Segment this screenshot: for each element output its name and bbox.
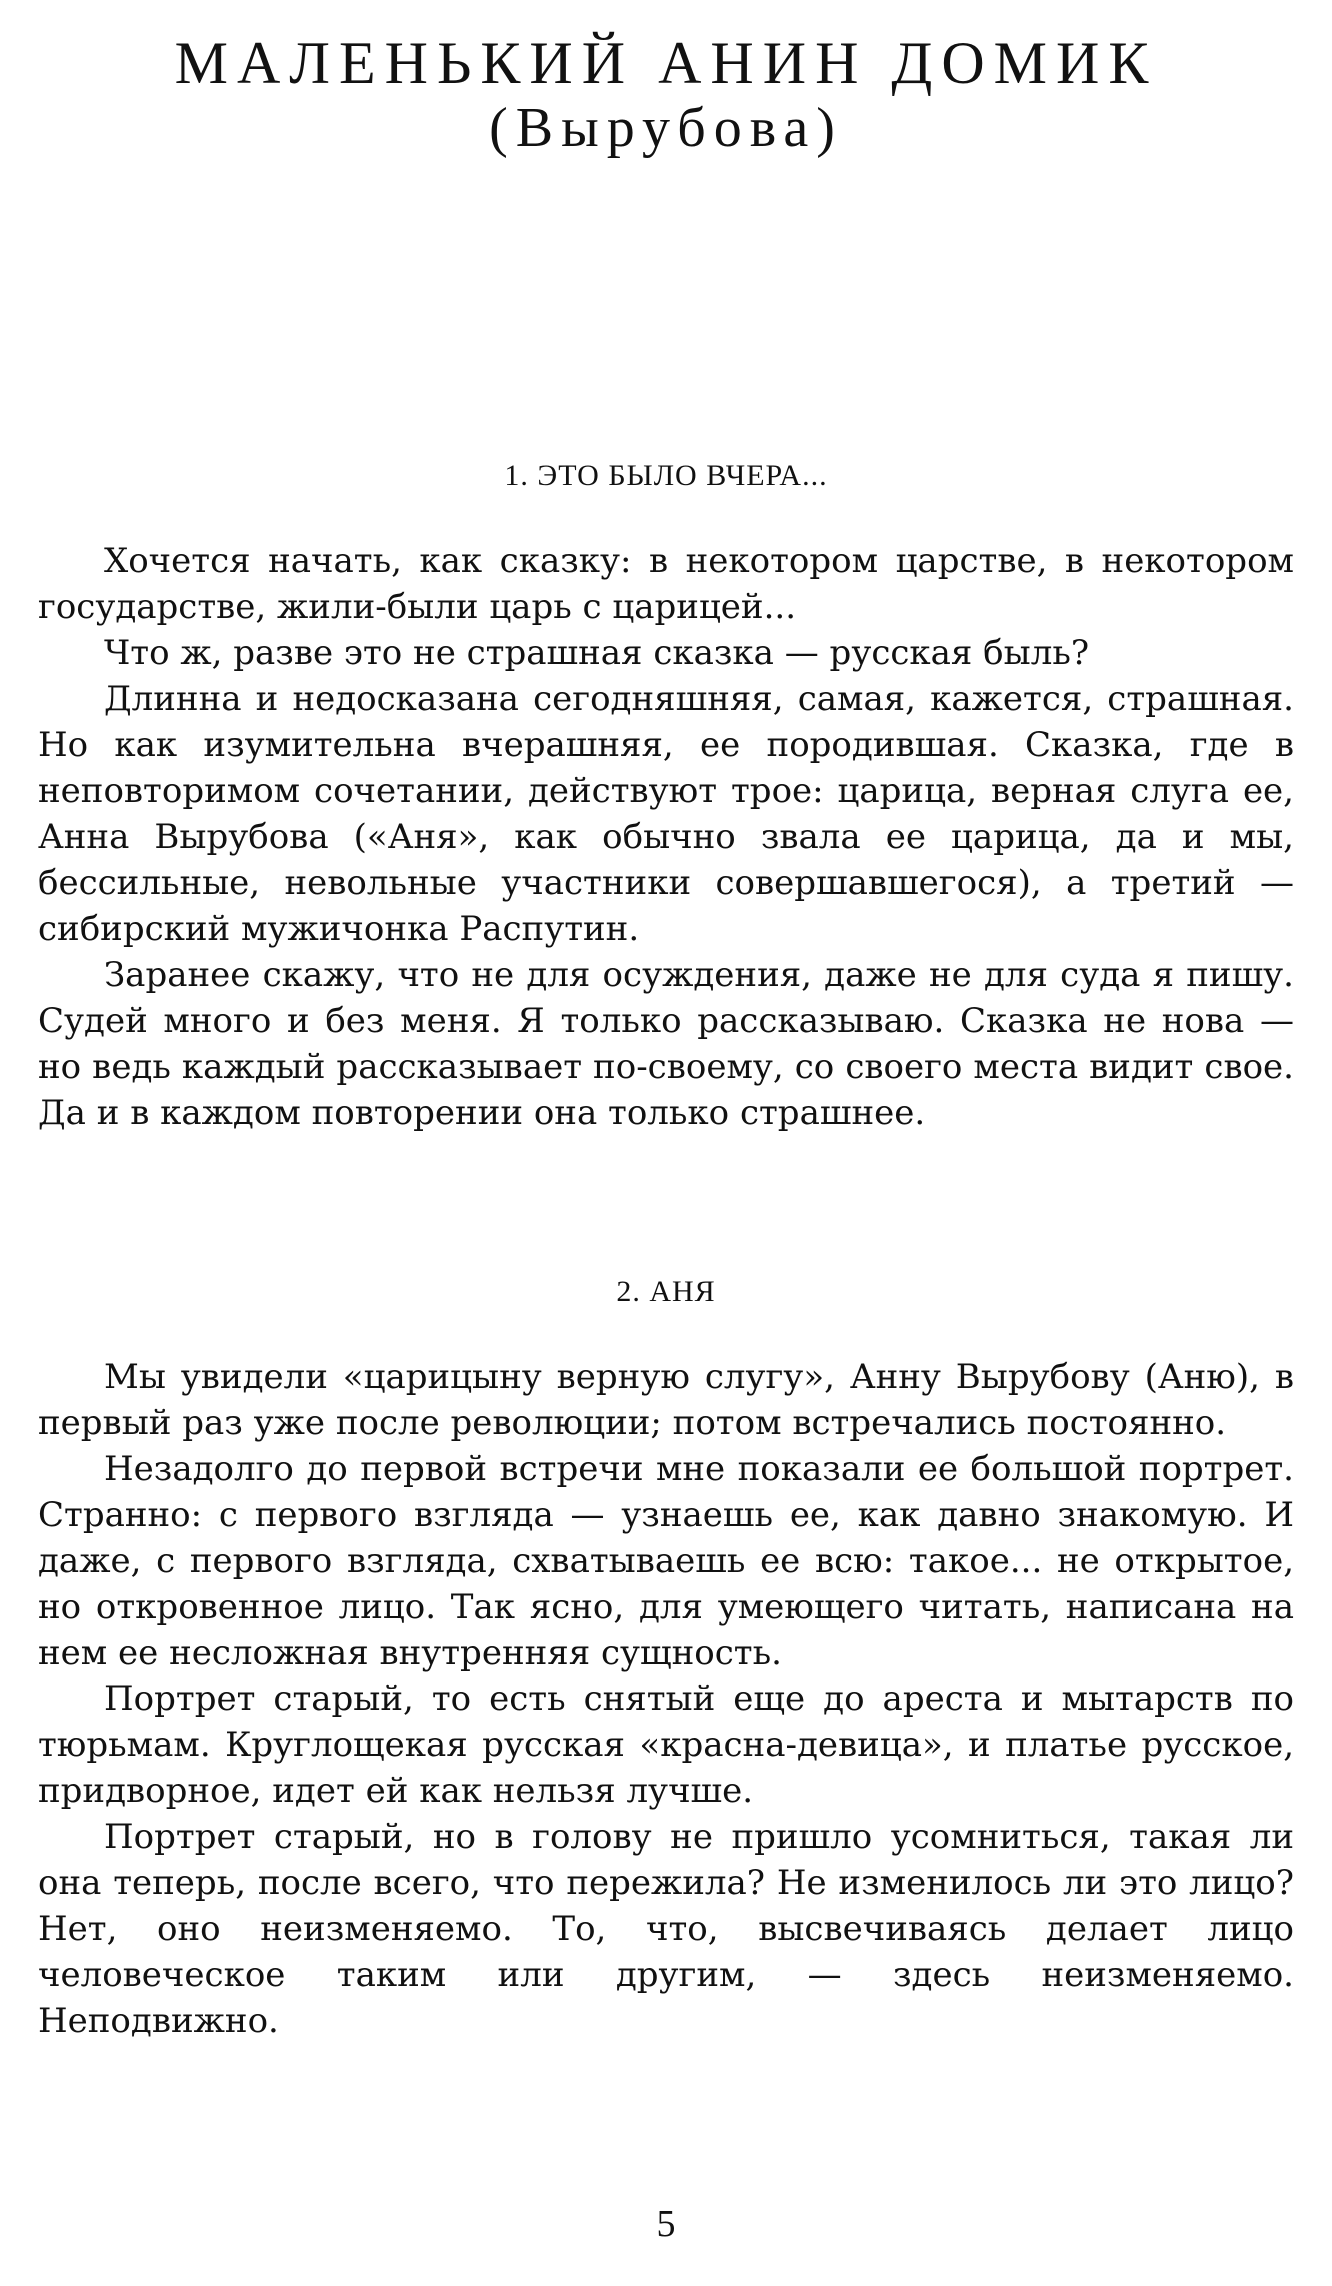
chapter-subtitle: (Вырубова) <box>489 97 843 159</box>
section-heading-2: 2. АНЯ <box>616 1275 716 1308</box>
chapter-title: МАЛЕНЬКИЙ АНИН ДОМИК <box>174 30 1158 96</box>
page-number: 5 <box>656 2203 676 2245</box>
book-page <box>38 30 1294 2044</box>
paragraph: Хочется начать, как сказку: в некотором царстве, в некотором государстве, жили-были царь с царицей... <box>38 541 1294 627</box>
section-heading-1: 1. ЭТО БЫЛО ВЧЕРА... <box>504 459 828 492</box>
paragraph: Портрет старый, но в голову не пришло усомниться, такая ли она теперь, после всего, что пережила? Не изменилось ли это лицо? Нет, оно неизменяемо. То, что, высвечиваясь делает лицо человеческое таким или другим, — здесь неизменяемо. Неподвижно. <box>38 1817 1294 2041</box>
paragraph: Портрет старый, то есть снятый еще до ареста и мытарств по тюрьмам. Круглощекая русская «красна-девица», и платье русское, придворное, идет ей как нельзя лучше. <box>38 1679 1294 1811</box>
paragraph: Что ж, разве это не страшная сказка — русская быль? <box>104 633 1090 673</box>
section-body-2 <box>38 1354 1294 2044</box>
paragraph: Мы увидели «царицыну верную слугу», Анну Вырубову (Аню), в первый раз уже после революции; потом встречались постоянно. <box>38 1357 1294 1443</box>
paragraph: Длинна и недосказана сегодняшняя, самая, кажется, страшная. Но как изумительна вчерашняя, ее породившая. Сказка, где в неповторимом сочетании, действуют трое: царица, верная слуга ее, Анна Вырубова («Аня», как обычно звала ее царица, да и мы, бессильные, невольные участники совершавшегося), а третий — сибирский мужичонка Распутин. <box>38 679 1294 949</box>
paragraph: Незадолго до первой встречи мне показали ее большой портрет. Странно: с первого взгляда — узнаешь ее, как давно знакомую. И даже, с первого взгляда, схватываешь ее всю: такое... не открытое, но откровенное лицо. Так ясно, для умеющего читать, написана на нем ее несложная внутренняя сущность. <box>38 1449 1294 1673</box>
section-body-1 <box>38 538 1294 1136</box>
paragraph: Заранее скажу, что не для осуждения, даже не для суда я пишу. Судей много и без меня. Я только рассказываю. Сказка не нова — но ведь каждый рассказывает по-своему, со своего места видит свое. Да и в каждом повторении она только страшнее. <box>38 955 1294 1133</box>
